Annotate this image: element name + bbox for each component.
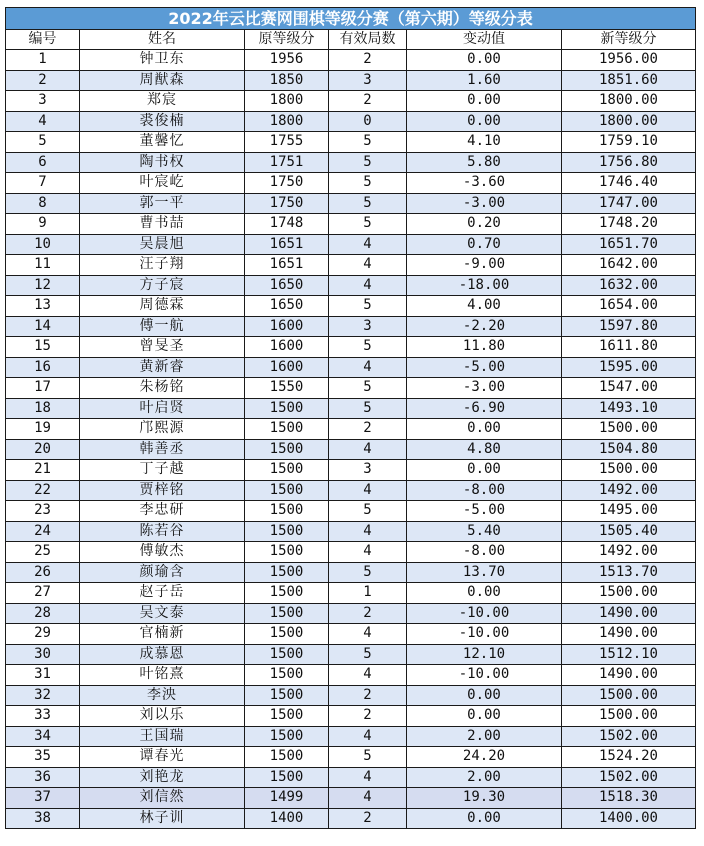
cell-new-rating: 1490.00 [562, 665, 696, 686]
cell-original-rating: 1956 [245, 50, 329, 71]
table-row [6, 480, 696, 501]
cell-new-rating: 1500.00 [562, 706, 696, 727]
table-row [6, 460, 696, 481]
cell-number: 36 [6, 767, 80, 788]
cell-name: 傅敏杰 [80, 542, 245, 563]
cell-name: 王国瑞 [80, 726, 245, 747]
cell-valid-games: 5 [329, 378, 407, 399]
cell-valid-games: 4 [329, 788, 407, 809]
cell-valid-games: 2 [329, 419, 407, 440]
cell-change: -10.00 [407, 624, 562, 645]
cell-valid-games: 4 [329, 726, 407, 747]
cell-new-rating: 1756.80 [562, 152, 696, 173]
cell-original-rating: 1650 [245, 296, 329, 317]
cell-new-rating: 1492.00 [562, 542, 696, 563]
table-row [6, 706, 696, 727]
table-row [6, 234, 696, 255]
cell-new-rating: 1547.00 [562, 378, 696, 399]
cell-valid-games: 0 [329, 111, 407, 132]
table-row [6, 808, 696, 829]
cell-original-rating: 1748 [245, 214, 329, 235]
cell-valid-games: 4 [329, 542, 407, 563]
cell-new-rating: 1500.00 [562, 419, 696, 440]
cell-name: 叶铭熹 [80, 665, 245, 686]
cell-change: 0.00 [407, 419, 562, 440]
cell-valid-games: 2 [329, 91, 407, 112]
cell-valid-games: 5 [329, 152, 407, 173]
cell-name: 周德霖 [80, 296, 245, 317]
cell-new-rating: 1500.00 [562, 583, 696, 604]
cell-number: 31 [6, 665, 80, 686]
cell-change: 2.00 [407, 767, 562, 788]
table-row [6, 357, 696, 378]
cell-original-rating: 1500 [245, 665, 329, 686]
cell-new-rating: 1500.00 [562, 685, 696, 706]
cell-name: 郭一平 [80, 193, 245, 214]
cell-number: 28 [6, 603, 80, 624]
cell-new-rating: 1595.00 [562, 357, 696, 378]
table-row [6, 50, 696, 71]
table-row [6, 132, 696, 153]
cell-original-rating: 1651 [245, 255, 329, 276]
cell-name: 陈若谷 [80, 521, 245, 542]
cell-original-rating: 1651 [245, 234, 329, 255]
cell-change: 0.00 [407, 91, 562, 112]
cell-new-rating: 1400.00 [562, 808, 696, 829]
table-row [6, 275, 696, 296]
cell-change: 0.70 [407, 234, 562, 255]
cell-valid-games: 3 [329, 316, 407, 337]
cell-number: 19 [6, 419, 80, 440]
cell-number: 11 [6, 255, 80, 276]
cell-new-rating: 1800.00 [562, 91, 696, 112]
cell-number: 33 [6, 706, 80, 727]
cell-original-rating: 1600 [245, 357, 329, 378]
cell-number: 12 [6, 275, 80, 296]
cell-change: 11.80 [407, 337, 562, 358]
cell-name: 曾旻圣 [80, 337, 245, 358]
table-row [6, 624, 696, 645]
table-row [6, 583, 696, 604]
cell-name: 赵子岳 [80, 583, 245, 604]
cell-number: 24 [6, 521, 80, 542]
cell-change: 1.60 [407, 70, 562, 91]
cell-change: 4.00 [407, 296, 562, 317]
cell-number: 27 [6, 583, 80, 604]
table-row [6, 419, 696, 440]
cell-original-rating: 1500 [245, 583, 329, 604]
cell-change: 0.00 [407, 706, 562, 727]
cell-number: 34 [6, 726, 80, 747]
cell-original-rating: 1500 [245, 685, 329, 706]
cell-name: 刘信然 [80, 788, 245, 809]
cell-change: 0.00 [407, 111, 562, 132]
cell-change: 19.30 [407, 788, 562, 809]
cell-number: 15 [6, 337, 80, 358]
cell-new-rating: 1611.80 [562, 337, 696, 358]
cell-new-rating: 1851.60 [562, 70, 696, 91]
cell-change: 4.80 [407, 439, 562, 460]
cell-change: -9.00 [407, 255, 562, 276]
cell-number: 37 [6, 788, 80, 809]
cell-original-rating: 1500 [245, 706, 329, 727]
header-original-rating: 原等级分 [245, 30, 329, 50]
cell-original-rating: 1500 [245, 644, 329, 665]
cell-change: -8.00 [407, 542, 562, 563]
cell-name: 汪子翔 [80, 255, 245, 276]
cell-new-rating: 1654.00 [562, 296, 696, 317]
cell-valid-games: 5 [329, 747, 407, 768]
header-number: 编号 [6, 30, 80, 50]
table-row [6, 378, 696, 399]
cell-valid-games: 2 [329, 706, 407, 727]
cell-name: 吴晨旭 [80, 234, 245, 255]
cell-number: 4 [6, 111, 80, 132]
cell-original-rating: 1500 [245, 521, 329, 542]
table-row [6, 316, 696, 337]
cell-new-rating: 1642.00 [562, 255, 696, 276]
cell-name: 颜瑜含 [80, 562, 245, 583]
cell-change: 5.80 [407, 152, 562, 173]
cell-name: 叶启贤 [80, 398, 245, 419]
cell-new-rating: 1597.80 [562, 316, 696, 337]
table-row [6, 398, 696, 419]
table-title: 2022年云比赛网围棋等级分赛（第六期）等级分表 [6, 8, 696, 30]
cell-valid-games: 4 [329, 275, 407, 296]
cell-valid-games: 3 [329, 70, 407, 91]
cell-name: 叶宸屹 [80, 173, 245, 194]
table-row [6, 111, 696, 132]
cell-valid-games: 2 [329, 685, 407, 706]
cell-valid-games: 5 [329, 173, 407, 194]
cell-change: 5.40 [407, 521, 562, 542]
cell-number: 18 [6, 398, 80, 419]
header-name: 姓名 [80, 30, 245, 50]
cell-name: 黄新睿 [80, 357, 245, 378]
cell-original-rating: 1500 [245, 726, 329, 747]
cell-original-rating: 1850 [245, 70, 329, 91]
cell-change: -18.00 [407, 275, 562, 296]
cell-name: 李泱 [80, 685, 245, 706]
cell-number: 26 [6, 562, 80, 583]
cell-new-rating: 1495.00 [562, 501, 696, 522]
cell-change: -2.20 [407, 316, 562, 337]
cell-name: 刘艳龙 [80, 767, 245, 788]
cell-change: 12.10 [407, 644, 562, 665]
cell-number: 2 [6, 70, 80, 91]
cell-new-rating: 1759.10 [562, 132, 696, 153]
cell-original-rating: 1800 [245, 111, 329, 132]
cell-change: 0.20 [407, 214, 562, 235]
table-row [6, 665, 696, 686]
cell-original-rating: 1750 [245, 173, 329, 194]
cell-name: 陶书权 [80, 152, 245, 173]
cell-change: -10.00 [407, 603, 562, 624]
cell-original-rating: 1500 [245, 767, 329, 788]
cell-original-rating: 1400 [245, 808, 329, 829]
cell-name: 傅一航 [80, 316, 245, 337]
cell-original-rating: 1600 [245, 337, 329, 358]
cell-number: 3 [6, 91, 80, 112]
cell-valid-games: 5 [329, 644, 407, 665]
cell-original-rating: 1500 [245, 747, 329, 768]
cell-valid-games: 4 [329, 624, 407, 645]
cell-new-rating: 1956.00 [562, 50, 696, 71]
cell-original-rating: 1500 [245, 501, 329, 522]
cell-original-rating: 1500 [245, 439, 329, 460]
cell-valid-games: 3 [329, 460, 407, 481]
table-row [6, 296, 696, 317]
cell-valid-games: 5 [329, 132, 407, 153]
table-row [6, 501, 696, 522]
table-row [6, 747, 696, 768]
cell-valid-games: 5 [329, 193, 407, 214]
cell-change: 0.00 [407, 460, 562, 481]
cell-name: 朱杨铭 [80, 378, 245, 399]
cell-original-rating: 1500 [245, 480, 329, 501]
cell-change: -3.00 [407, 378, 562, 399]
cell-number: 17 [6, 378, 80, 399]
header-new-rating: 新等级分 [562, 30, 696, 50]
cell-number: 25 [6, 542, 80, 563]
header-row [6, 30, 696, 50]
cell-valid-games: 4 [329, 255, 407, 276]
cell-name: 丁子越 [80, 460, 245, 481]
cell-change: 0.00 [407, 50, 562, 71]
cell-valid-games: 4 [329, 521, 407, 542]
rating-table [5, 7, 696, 829]
table-row [6, 214, 696, 235]
cell-valid-games: 5 [329, 296, 407, 317]
cell-name: 郑宸 [80, 91, 245, 112]
table-row [6, 726, 696, 747]
cell-name: 李忠研 [80, 501, 245, 522]
cell-valid-games: 2 [329, 603, 407, 624]
cell-new-rating: 1505.40 [562, 521, 696, 542]
cell-valid-games: 4 [329, 767, 407, 788]
cell-valid-games: 5 [329, 501, 407, 522]
cell-number: 16 [6, 357, 80, 378]
table-row [6, 788, 696, 809]
table-row [6, 337, 696, 358]
table-row [6, 152, 696, 173]
table-row [6, 603, 696, 624]
cell-new-rating: 1500.00 [562, 460, 696, 481]
cell-new-rating: 1490.00 [562, 624, 696, 645]
table-row [6, 173, 696, 194]
cell-number: 14 [6, 316, 80, 337]
cell-original-rating: 1600 [245, 316, 329, 337]
cell-change: 0.00 [407, 685, 562, 706]
cell-original-rating: 1550 [245, 378, 329, 399]
cell-original-rating: 1500 [245, 624, 329, 645]
cell-change: 13.70 [407, 562, 562, 583]
cell-new-rating: 1490.00 [562, 603, 696, 624]
cell-number: 22 [6, 480, 80, 501]
table-row [6, 70, 696, 91]
cell-name: 裘俊楠 [80, 111, 245, 132]
cell-number: 9 [6, 214, 80, 235]
cell-name: 贾梓铭 [80, 480, 245, 501]
cell-name: 钟卫东 [80, 50, 245, 71]
cell-original-rating: 1500 [245, 398, 329, 419]
header-valid-games: 有效局数 [329, 30, 407, 50]
cell-original-rating: 1800 [245, 91, 329, 112]
cell-new-rating: 1632.00 [562, 275, 696, 296]
cell-original-rating: 1500 [245, 542, 329, 563]
cell-number: 13 [6, 296, 80, 317]
header-change: 变动值 [407, 30, 562, 50]
cell-number: 6 [6, 152, 80, 173]
cell-name: 周猷森 [80, 70, 245, 91]
cell-new-rating: 1504.80 [562, 439, 696, 460]
cell-change: -5.00 [407, 357, 562, 378]
cell-name: 邝熙源 [80, 419, 245, 440]
cell-valid-games: 4 [329, 439, 407, 460]
cell-number: 23 [6, 501, 80, 522]
cell-name: 方子宸 [80, 275, 245, 296]
cell-name: 林子训 [80, 808, 245, 829]
cell-name: 刘以乐 [80, 706, 245, 727]
cell-change: 4.10 [407, 132, 562, 153]
cell-new-rating: 1524.20 [562, 747, 696, 768]
cell-number: 21 [6, 460, 80, 481]
table-row [6, 91, 696, 112]
cell-name: 谭春光 [80, 747, 245, 768]
cell-number: 20 [6, 439, 80, 460]
table-row [6, 685, 696, 706]
cell-original-rating: 1499 [245, 788, 329, 809]
cell-number: 30 [6, 644, 80, 665]
cell-original-rating: 1750 [245, 193, 329, 214]
cell-number: 35 [6, 747, 80, 768]
table-row [6, 521, 696, 542]
cell-number: 8 [6, 193, 80, 214]
cell-original-rating: 1751 [245, 152, 329, 173]
cell-valid-games: 4 [329, 234, 407, 255]
cell-change: 2.00 [407, 726, 562, 747]
cell-valid-games: 2 [329, 808, 407, 829]
cell-number: 1 [6, 50, 80, 71]
cell-change: -3.00 [407, 193, 562, 214]
cell-valid-games: 4 [329, 665, 407, 686]
cell-valid-games: 2 [329, 50, 407, 71]
cell-new-rating: 1748.20 [562, 214, 696, 235]
cell-change: 24.20 [407, 747, 562, 768]
cell-valid-games: 5 [329, 562, 407, 583]
cell-name: 韩善丞 [80, 439, 245, 460]
table-row [6, 255, 696, 276]
table-row [6, 542, 696, 563]
cell-change: -3.60 [407, 173, 562, 194]
cell-new-rating: 1493.10 [562, 398, 696, 419]
cell-original-rating: 1755 [245, 132, 329, 153]
cell-new-rating: 1747.00 [562, 193, 696, 214]
cell-number: 38 [6, 808, 80, 829]
cell-valid-games: 5 [329, 337, 407, 358]
cell-original-rating: 1500 [245, 562, 329, 583]
cell-change: 0.00 [407, 583, 562, 604]
cell-new-rating: 1800.00 [562, 111, 696, 132]
cell-valid-games: 4 [329, 480, 407, 501]
cell-number: 7 [6, 173, 80, 194]
cell-name: 董馨忆 [80, 132, 245, 153]
cell-new-rating: 1518.30 [562, 788, 696, 809]
cell-change: -10.00 [407, 665, 562, 686]
cell-new-rating: 1651.70 [562, 234, 696, 255]
cell-change: 0.00 [407, 808, 562, 829]
cell-new-rating: 1513.70 [562, 562, 696, 583]
cell-change: -5.00 [407, 501, 562, 522]
cell-new-rating: 1502.00 [562, 726, 696, 747]
cell-new-rating: 1512.10 [562, 644, 696, 665]
cell-number: 10 [6, 234, 80, 255]
table-row [6, 644, 696, 665]
table-row [6, 439, 696, 460]
cell-number: 29 [6, 624, 80, 645]
cell-change: -6.90 [407, 398, 562, 419]
table-row [6, 767, 696, 788]
cell-number: 5 [6, 132, 80, 153]
cell-valid-games: 5 [329, 214, 407, 235]
cell-new-rating: 1746.40 [562, 173, 696, 194]
cell-name: 曹书喆 [80, 214, 245, 235]
cell-valid-games: 5 [329, 398, 407, 419]
cell-new-rating: 1502.00 [562, 767, 696, 788]
cell-original-rating: 1500 [245, 419, 329, 440]
cell-name: 成慕恩 [80, 644, 245, 665]
cell-original-rating: 1500 [245, 460, 329, 481]
cell-new-rating: 1492.00 [562, 480, 696, 501]
cell-change: -8.00 [407, 480, 562, 501]
cell-original-rating: 1500 [245, 603, 329, 624]
cell-number: 32 [6, 685, 80, 706]
cell-original-rating: 1650 [245, 275, 329, 296]
cell-name: 官楠新 [80, 624, 245, 645]
cell-name: 吴文泰 [80, 603, 245, 624]
cell-valid-games: 1 [329, 583, 407, 604]
cell-valid-games: 4 [329, 357, 407, 378]
table-row [6, 193, 696, 214]
table-row [6, 562, 696, 583]
